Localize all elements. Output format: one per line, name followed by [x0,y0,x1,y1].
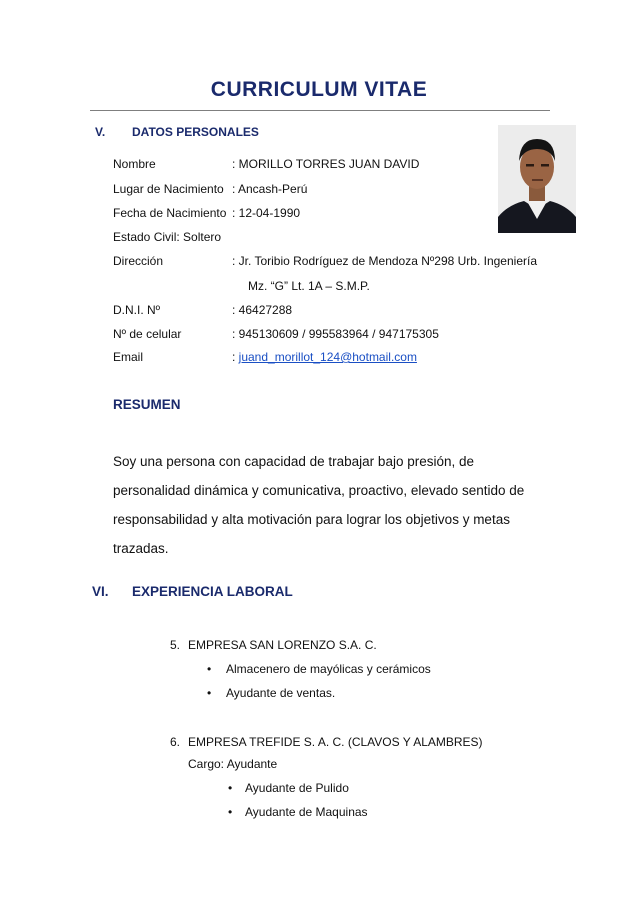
bullet-icon: • [207,686,212,700]
job-bullet: Ayudante de Maquinas [245,805,368,819]
profile-photo-image [498,125,576,233]
resumen-line: trazadas. [113,541,169,556]
section-heading-experiencia: EXPERIENCIA LABORAL [132,584,293,599]
resumen-line: personalidad dinámica y comunicativa, proactivo, elevado sentido de [113,483,525,498]
job-bullet: Almacenero de mayólicas y cerámicos [226,662,431,676]
label-fecha-nacimiento: Fecha de Nacimiento [113,206,227,220]
job-company: EMPRESA TREFIDE S. A. C. (CLAVOS Y ALAMBRES) [188,735,483,749]
value-dni: : 46427288 [232,303,293,317]
email-link[interactable]: juand_morillot_124@hotmail.com [238,350,417,364]
label-estado-civil: Estado Civil: Soltero [113,230,222,244]
email-prefix: : [232,350,239,364]
bullet-icon: • [207,662,212,676]
resumen-paragraph [113,447,543,563]
label-nombre: Nombre [113,157,156,171]
job-bullet: Ayudante de ventas. [226,686,336,700]
job-cargo: Cargo: Ayudante [188,757,278,771]
section-numeral-experiencia: VI. [92,584,109,599]
job-number: 6. [170,735,181,749]
job-bullet: Ayudante de Pulido [245,781,349,795]
section-heading-personal: DATOS PERSONALES [132,125,259,139]
job-company: EMPRESA SAN LORENZO S.A. C. [188,638,377,652]
value-celular: : 945130609 / 995583964 / 947175305 [232,327,439,341]
label-celular: Nº de celular [113,327,182,341]
value-email [232,350,417,364]
section-heading-resumen: RESUMEN [113,397,181,412]
bullet-icon: • [228,781,233,795]
value-fecha-nacimiento: : 12-04-1990 [232,206,301,220]
profile-photo [498,125,576,233]
section-numeral-personal: V. [95,125,106,139]
value-nombre: : MORILLO TORRES JUAN DAVID [232,157,420,171]
label-dni: D.N.I. Nº [113,303,161,317]
bullet-icon: • [228,805,233,819]
value-direccion-line2: Mz. “G” Lt. 1A – S.M.P. [248,279,370,293]
label-email: Email [113,350,144,364]
resumen-line: responsabilidad y alta motivación para lograr los objetivos y metas [113,512,510,527]
value-lugar-nacimiento: : Ancash-Perú [232,182,308,196]
document-title: CURRICULUM VITAE [210,78,428,101]
label-lugar-nacimiento: Lugar de Nacimiento [113,182,224,196]
job-number: 5. [170,638,181,652]
value-direccion: : Jr. Toribio Rodríguez de Mendoza Nº298 Urb. Ingeniería [232,254,537,268]
resumen-line: Soy una persona con capacidad de trabajar bajo presión, de [113,454,474,469]
title-divider [90,110,550,111]
label-direccion: Dirección [113,254,164,268]
